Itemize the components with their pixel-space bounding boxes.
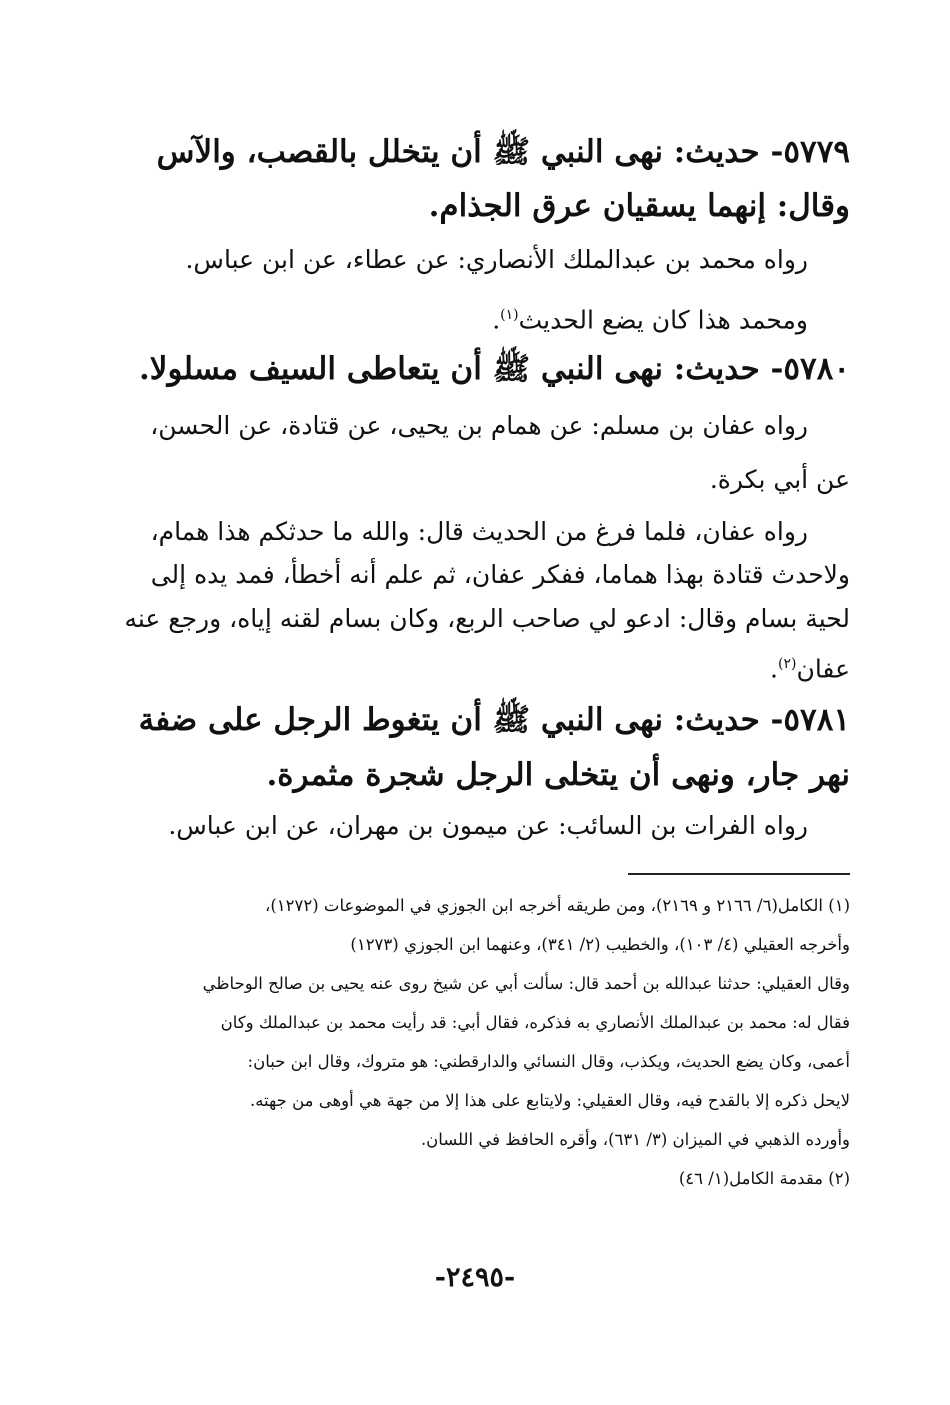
hadith-5779-narration-line-1: رواه محمد بن عبدالملك الأنصاري: عن عطاء، عن ابن عباس.	[185, 245, 808, 274]
footnote-line: (٢) مقدمة الكامل(١/ ٤٦)	[678, 1169, 850, 1188]
footnote-separator	[628, 873, 850, 875]
footnote-reference-2: (٢)	[777, 656, 797, 672]
hadith-5781-heading-line-2: نهر جار، ونهى أن يتخلى الرجل شجرة مثمرة.	[266, 757, 850, 793]
footnote-reference-1: (١)	[500, 307, 519, 323]
hadith-5781-narration-line-1: رواه الفرات بن السائب: عن ميمون بن مهران، عن ابن عباس.	[168, 811, 808, 840]
sentence-end: .	[492, 305, 501, 335]
hadith-5780-heading-line-1: ٥٧٨٠- حديث: نهى النبي ﷺ أن يتعاطى السيف مسلولا.	[138, 351, 850, 387]
hadith-5780-story-line-2: ولاحدث قتادة بهذا هماما، ففكر عفان، ثم علم أنه أخطأ، فمد يده إلى	[150, 560, 850, 589]
hadith-5779-heading-line-2: وقال: إنهما يسقيان عرق الجذام.	[428, 188, 850, 224]
footnote-line: لايحل ذكره إلا بالقدح فيه، وقال العقيلي: ولايتابع على هذا إلا من جهة هي أوهى من جهته.	[249, 1091, 850, 1110]
footnote-line: وأخرجه العقيلي (٤/ ١٠٣)، والخطيب (٢/ ٣٤١)، وعنهما ابن الجوزي (١٢٧٣)	[350, 935, 850, 954]
story-text: عفان	[796, 654, 850, 684]
hadith-5780-story-line-4	[100, 642, 850, 686]
sentence-end: .	[770, 654, 778, 684]
narration-text: ومحمد هذا كان يضع الحديث	[518, 305, 808, 335]
footnote-line: وأورده الذهبي في الميزان (٣/ ٦٣١)، وأقره الحافظ في اللسان.	[420, 1130, 850, 1149]
footnote-line: (١) الكامل(٦/ ٢١٦٦ و ٢١٦٩)، ومن طريقه أخرجه ابن الجوزي في الموضوعات (١٢٧٢)،	[265, 896, 850, 915]
hadith-5781-heading-line-1: ٥٧٨١- حديث: نهى النبي ﷺ أن يتغوط الرجل على ضفة	[138, 702, 850, 738]
hadith-5780-story-line-3: لحية بسام وقال: ادعو لي صاحب الربع، وكان بسام لقنه إياه، ورجع عنه	[124, 604, 850, 633]
hadith-5779-heading-line-1: ٥٧٧٩- حديث: نهى النبي ﷺ أن يتخلل بالقصب، والآس	[156, 134, 850, 170]
footnote-line: أعمى، وكان يضع الحديث، ويكذب، وقال النسائي والدارقطني: هو متروك، وقال ابن حبان:	[247, 1052, 850, 1071]
hadith-5780-narration-line-1: رواه عفان بن مسلم: عن همام بن يحيى، عن قتادة، عن الحسن،	[150, 411, 808, 440]
page-number: -٢٤٩٥-	[434, 1262, 516, 1293]
footnote-line: وقال العقيلي: حدثنا عبدالله بن أحمد قال: سألت أبي عن شيخ روى عنه يحيى بن صالح الوحاظي	[202, 974, 850, 993]
footnote-line: فقال له: محمد بن عبدالملك الأنصاري به فذكره، فقال أبي: قد رأيت محمد بن عبدالملك وكان	[220, 1013, 850, 1032]
hadith-5779-narration-line-2	[100, 293, 850, 337]
hadith-5780-story-line-1: رواه عفان، فلما فرغ من الحديث قال: والله ما حدثكم هذا همام،	[150, 517, 808, 546]
hadith-5780-narration-line-2: عن أبي بكرة.	[709, 465, 850, 494]
